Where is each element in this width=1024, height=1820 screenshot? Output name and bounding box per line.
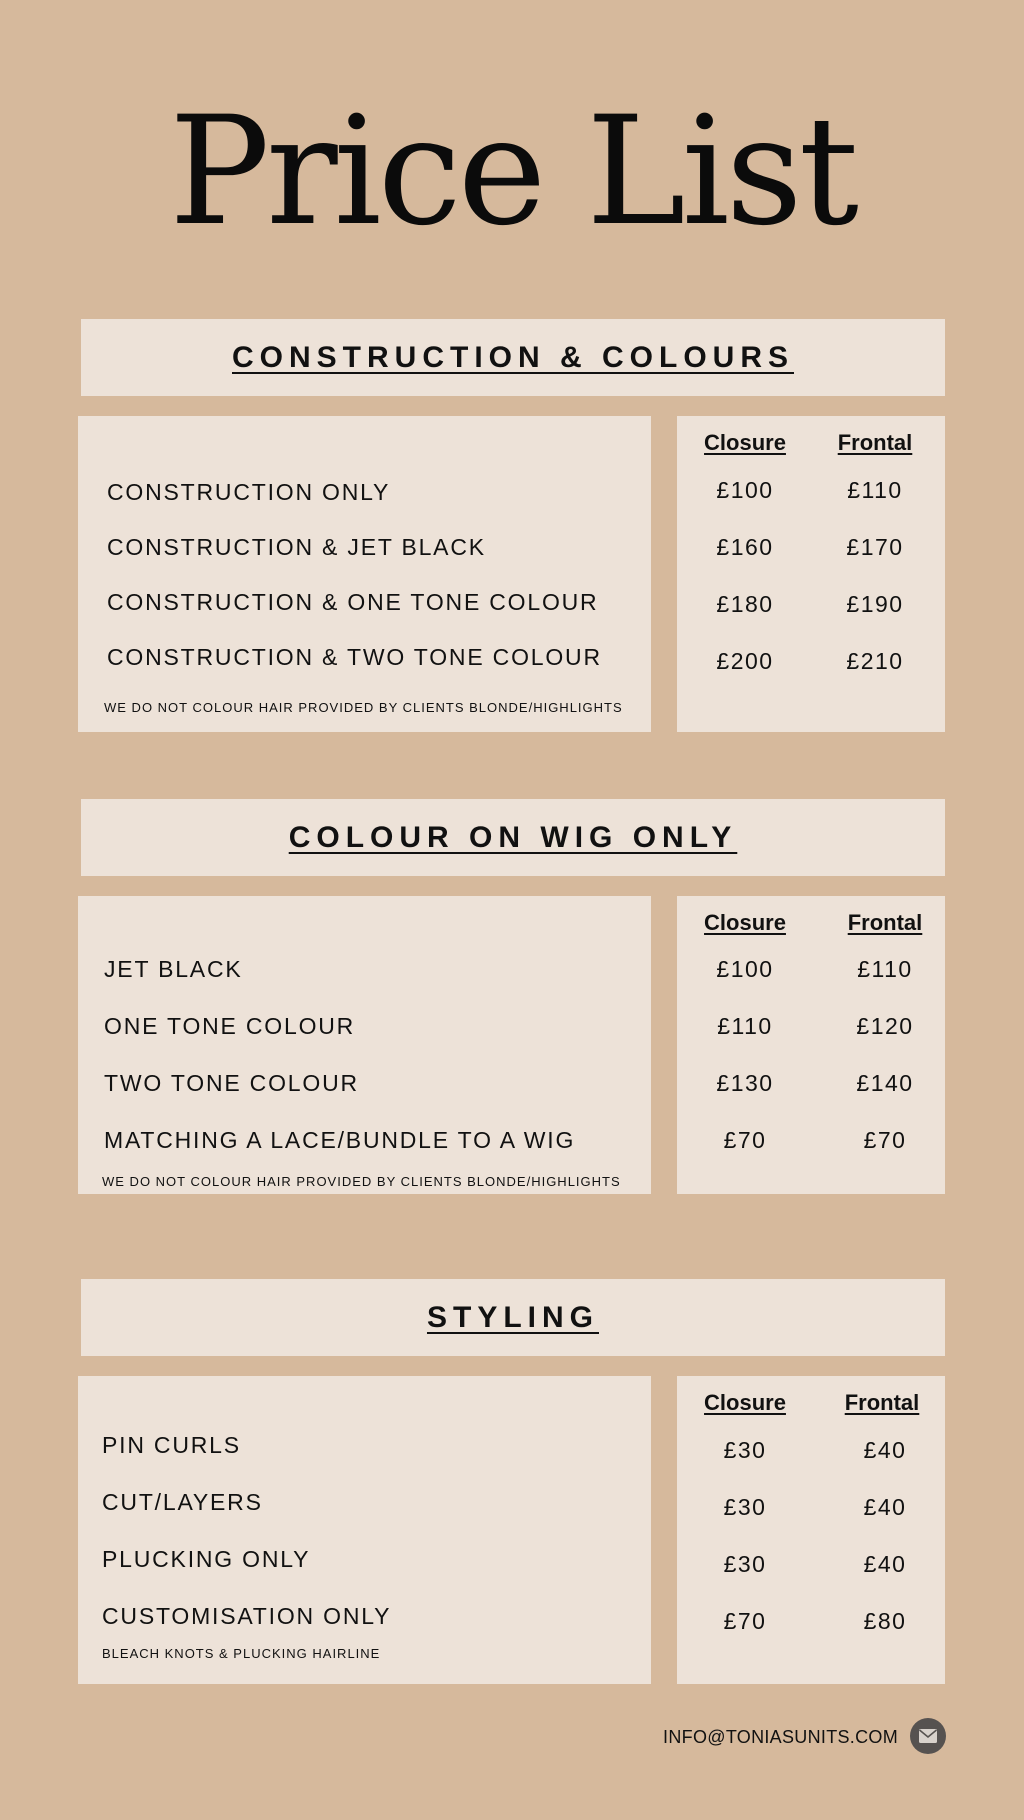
frontal-price: £110 (857, 956, 913, 982)
closure-price: £160 (716, 534, 774, 560)
closure-column-header: Closure (704, 1390, 786, 1415)
service-name: JET BLACK (104, 956, 243, 982)
service-name: MATCHING A LACE/BUNDLE TO A WIG (104, 1127, 576, 1153)
closure-price: £110 (717, 1013, 773, 1039)
section-note: WE DO NOT COLOUR HAIR PROVIDED BY CLIENTS BLONDE/HIGHLIGHTS (104, 700, 623, 715)
frontal-column-header: Frontal (837, 430, 913, 455)
section-banner-colour-on-wig (81, 799, 945, 876)
closure-price: £70 (723, 1608, 767, 1634)
frontal-price: £80 (863, 1608, 907, 1634)
contact-email[interactable]: INFO@TONIASUNITS.COM (663, 1727, 898, 1747)
closure-column-header: Closure (704, 430, 786, 455)
page-title: Price List (169, 85, 855, 259)
closure-price: £30 (723, 1551, 767, 1577)
prices-panel-colour-on-wig (677, 896, 945, 1194)
frontal-price: £210 (846, 648, 904, 674)
service-name: CONSTRUCTION & ONE TONE COLOUR (107, 589, 599, 615)
section-heading: CONSTRUCTION & COLOURS (232, 340, 794, 374)
service-name: TWO TONE COLOUR (104, 1070, 359, 1096)
closure-price: £30 (723, 1494, 767, 1520)
service-name: CONSTRUCTION & JET BLACK (107, 534, 486, 560)
frontal-price: £40 (863, 1494, 907, 1520)
service-name: CONSTRUCTION ONLY (107, 479, 391, 505)
services-panel-construction-colours (78, 416, 651, 732)
closure-price: £130 (716, 1070, 774, 1096)
frontal-price: £120 (856, 1013, 914, 1039)
mail-icon[interactable] (910, 1718, 946, 1754)
frontal-price: £190 (846, 591, 904, 617)
closure-column-header: Closure (704, 910, 786, 935)
frontal-price: £110 (847, 477, 903, 503)
service-name: CUT/LAYERS (102, 1489, 263, 1515)
frontal-price: £40 (863, 1437, 907, 1463)
service-name: PLUCKING ONLY (102, 1546, 311, 1572)
section-heading: COLOUR ON WIG ONLY (288, 820, 738, 854)
service-name: ONE TONE COLOUR (104, 1013, 356, 1039)
envelope-icon (918, 1728, 938, 1744)
prices-panel-styling (677, 1376, 945, 1684)
closure-price: £100 (716, 956, 774, 982)
section-banner-styling (81, 1279, 945, 1356)
closure-price: £70 (723, 1127, 767, 1153)
service-name: PIN CURLS (102, 1432, 241, 1458)
services-panel-colour-on-wig (78, 896, 651, 1194)
prices-panel-construction-colours (677, 416, 945, 732)
section-banner-construction-colours (81, 319, 945, 396)
service-name: CUSTOMISATION ONLY (102, 1603, 392, 1629)
section-heading: STYLING (426, 1300, 599, 1334)
frontal-price: £40 (863, 1551, 907, 1577)
section-note: WE DO NOT COLOUR HAIR PROVIDED BY CLIENTS BLONDE/HIGHLIGHTS (102, 1174, 621, 1189)
closure-price: £180 (716, 591, 774, 617)
services-panel-styling (78, 1376, 651, 1684)
frontal-column-header: Frontal (844, 1390, 920, 1415)
service-name: CONSTRUCTION & TWO TONE COLOUR (107, 644, 602, 670)
closure-price: £30 (723, 1437, 767, 1463)
closure-price: £200 (716, 648, 774, 674)
frontal-price: £170 (846, 534, 904, 560)
frontal-price: £140 (856, 1070, 914, 1096)
frontal-column-header: Frontal (847, 910, 923, 935)
section-note: BLEACH KNOTS & PLUCKING HAIRLINE (102, 1646, 381, 1661)
frontal-price: £70 (863, 1127, 907, 1153)
closure-price: £100 (716, 477, 774, 503)
